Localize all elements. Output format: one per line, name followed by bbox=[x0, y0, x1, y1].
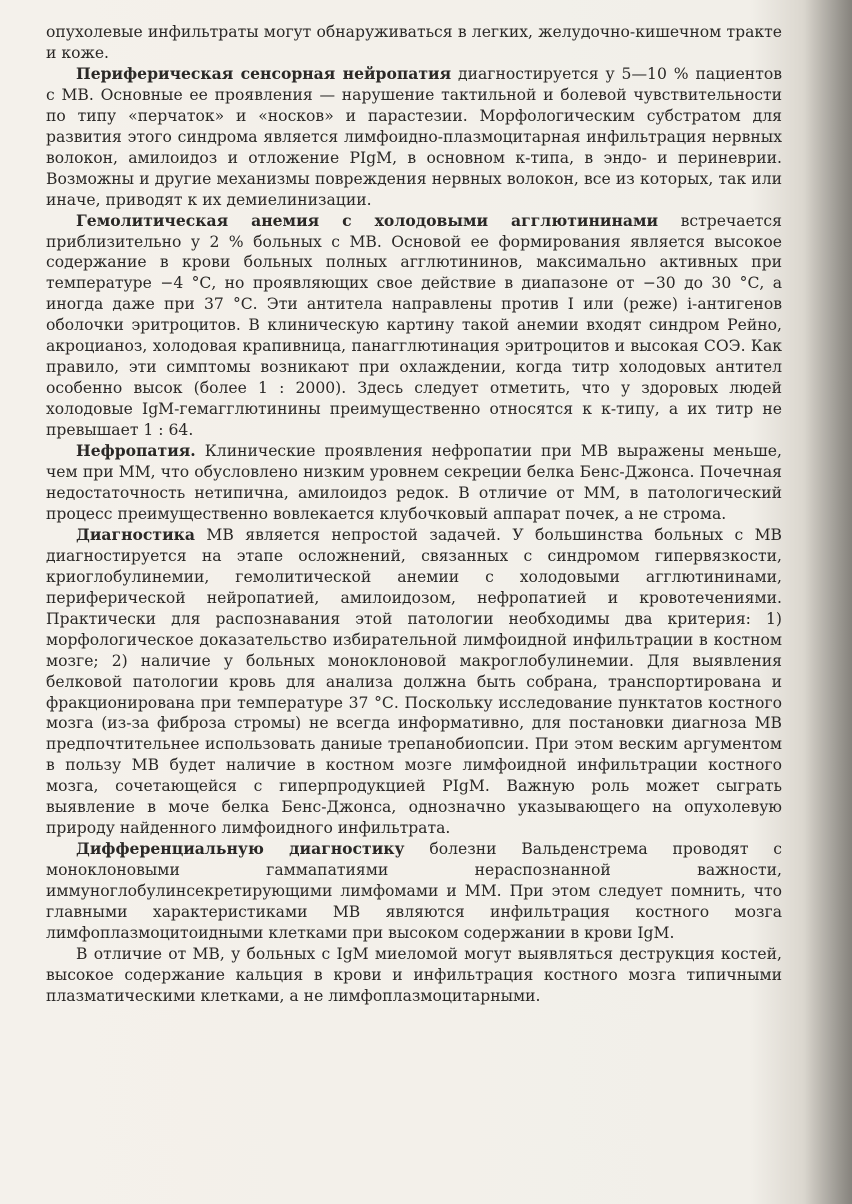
paragraph-diagnostics bbox=[46, 525, 782, 839]
paragraph-term: Диагностика bbox=[76, 524, 195, 544]
paragraph-term: Периферическая сенсорная нейропатия bbox=[76, 63, 452, 83]
paragraph-hemolytic-anemia bbox=[46, 211, 782, 441]
paragraph-text: МВ является непростой задачей. У большинства больных с МВ диагностируется на этапе осложнений, связанных с синдромом гипервязкости, криоглобулинемии, гемолитической анемии с холодовыми агглютининами, периферической нейропатией, амилоидозом, нефропатией и кровотечениями. Практически для распознавания этой патологии необходимы два критерия: 1) морфологическое доказательство избирательной лимфоидной инфильтрации в костном мозге; 2) наличие у больных моноклоновой макроглобулинемии. Для выявления белковой патологии кровь для анализа должна быть собрана, транспортирована и фракционирована при температуре 37 °С. Поскольку исследование пунктатов костного мозга (из-за фиброза стромы) не всегда информативно, для постановки диагноза МВ предпочтительнее использовать даниые трепанобиопсии. При этом веским аргументом в пользу МВ будет наличие в костном мозге лимфоидной инфильтрации костного мозга, сочетающейся с гиперпродукцией PIgM. Важную роль может сыграть выявление в моче белка Бенс-Джонса, однозначно указывающего на опухолевую природу найденного лимфоидного инфильтрата. bbox=[46, 525, 782, 838]
paragraph-term: Нефропатия. bbox=[76, 441, 196, 461]
paragraph-text: Клинические проявления нефропатии при МВ выражены меньше, чем при ММ, что обусловлено низким уровнем секреции белка Бенс-Джонса. Почечная недостаточность нетипична, амилоидоз редок. В отличие от ММ, в патологический процесс преимущественно вовлекается клубочковый аппарат почек, а не строма. bbox=[46, 442, 782, 523]
paragraph-text: В отличие от МВ, у больных с IgM миеломой могут выявляться деструкция костей, высокое содержание кальция в крови и инфильтрация костного мозга типичными плазматическими клетками, а не лимфоплазмоцитарными. bbox=[46, 944, 782, 1005]
paragraph-term: Гемолитическая анемия с холодовыми агглютининами bbox=[76, 210, 659, 230]
paragraph-term: Дифференциальную диагностику bbox=[76, 839, 405, 859]
paragraph-myeloma bbox=[46, 944, 782, 1007]
paragraph-text: болезни Вальденстрема проводят с моноклоновыми гаммапатиями нераспознанной важности, иммуноглобулинсекретирующими лимфомами и ММ. При этом следует помнить, что главными характеристиками МВ являются инфильтрация костного мозга лимфоплазмоцитоидными клетками при высоком содержании в крови IgM. bbox=[46, 840, 782, 942]
spine-shadow bbox=[804, 0, 852, 1204]
page-text bbox=[46, 22, 782, 1007]
paragraph-differential bbox=[46, 839, 782, 944]
paragraph-nephropathy bbox=[46, 441, 782, 525]
paragraph-neuropathy bbox=[46, 64, 782, 211]
paragraph-text: опухолевые инфильтраты могут обнаруживаться в легких, желудочно-кишечном тракте и коже. bbox=[46, 23, 782, 62]
paragraph-text: диагностируется у 5—10 % пациентов с МВ. Основные ее проявления — нарушение тактильной и болевой чувствительности по типу «перчаток» и «носков» и парастезии. Морфологическим субстратом для развития этого синдрома является лимфоидно-плазмоцитарная инфильтрация нервных волокон, амилоидоз и отложение PIgM, в основном к-типа, в эндо- и периневрии. Возможны и другие механизмы повреждения нервных волокон, все из которых, так или иначе, приводят к их демиелинизации. bbox=[46, 64, 782, 209]
paragraph-intro-continuation bbox=[46, 22, 782, 64]
paragraph-text: встречается приблизительно у 2 % больных с МВ. Основой ее формирования является высокое содержание в крови больных полных агглютининов, максимально активных при температуре −4 °С, но проявляющих свое действие в диапазоне от −30 до 30 °С, а иногда даже при 37 °С. Эти антитела направлены против I или (реже) i-антигенов оболочки эритроцитов. В клиническую картину такой анемии входят синдром Рейно, акроцианоз, холодовая крапивница, панагглютинация эритроцитов и высокая СОЭ. Как правило, эти симптомы возникают при охлаждении, когда титр холодовых антител особенно высок (более 1 : 2000). Здесь следует отметить, что у здоровых людей холодовые IgM-гемагглютинины преимущественно относятся к к-типу, а их титр не превышает 1 : 64. bbox=[46, 211, 783, 440]
